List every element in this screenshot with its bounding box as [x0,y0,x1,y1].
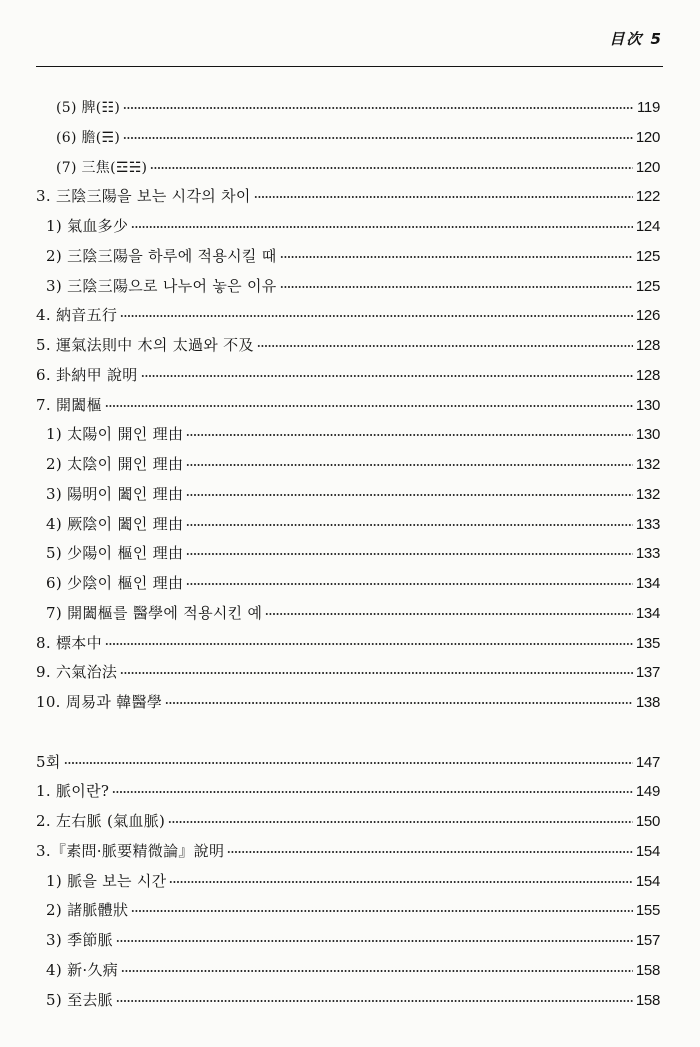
toc-entry-title: 4) 厥陰이 闔인 理由 [46,514,184,533]
toc-entry-title: 2) 諸脈體狀 [46,901,129,920]
toc-entry[interactable] [36,837,660,867]
toc-entry[interactable] [36,569,660,599]
dot-leader [123,107,634,109]
dot-leader [131,226,633,228]
toc-entry-title: 3. 三陰三陽을 보는 시각의 차이 [36,187,251,206]
dot-leader [123,137,633,139]
toc-entry[interactable] [36,450,660,480]
toc-entry[interactable] [36,242,660,272]
toc-page-number: 147 [635,753,660,771]
dot-leader [280,256,633,258]
toc-entry-title: 1) 太陽이 開인 理由 [46,425,184,444]
toc-entry[interactable] [36,658,660,688]
dot-leader [257,345,633,347]
toc-entry[interactable] [36,331,660,361]
toc-page-number: 126 [635,307,660,325]
running-header: 目次 5 [609,30,663,48]
toc-entry[interactable] [36,867,660,897]
dot-leader [150,167,633,169]
toc-page-number: 138 [635,694,660,711]
toc-entry-title: 5) 少陽이 樞인 理由 [46,544,184,563]
toc-entry-title: 3.『素問·脈要精微論』說明 [36,841,225,860]
dot-leader [121,970,633,972]
toc-entry-title: 5회 [36,752,61,771]
toc-page-number: 124 [635,218,660,235]
dot-leader [186,434,633,436]
toc-page-number: 122 [635,188,660,206]
dot-leader [165,702,633,704]
toc-entry-title: (6) 膽(☴) [56,129,121,146]
dot-leader [186,464,633,466]
section-gap [36,718,660,748]
toc-entry[interactable] [36,539,660,569]
dot-leader [64,762,633,764]
toc-page-number: 134 [635,604,660,622]
toc-page-number: 158 [635,961,660,979]
dot-leader [186,553,633,555]
toc-page-number: 119 [636,99,660,116]
toc-entry[interactable] [36,93,660,123]
toc-entry-title: 3) 三陰三陽으로 나누어 놓은 이유 [46,276,277,295]
toc-entry-title: 1) 脈을 보는 시간 [46,871,167,890]
dot-leader [116,1000,633,1002]
toc-page-number: 130 [635,396,660,414]
toc-entry[interactable] [36,272,660,302]
dot-leader [120,672,633,674]
toc-page-number: 155 [635,902,660,920]
toc-entry-title: 3) 季節脈 [46,931,113,949]
toc-entry[interactable] [36,748,660,778]
toc-entry[interactable] [36,301,660,331]
toc-page-number: 135 [635,634,660,652]
toc-entry-title: (5) 脾(☷) [56,100,121,116]
toc-page-number: 133 [635,545,660,563]
toc-entry[interactable] [36,986,660,1016]
dot-leader [168,821,633,823]
header-rule [36,66,663,67]
toc-entry[interactable] [36,182,660,212]
toc-entry[interactable] [36,956,660,986]
toc-entry-title: 9. 六氣治法 [36,663,118,682]
toc-page-number: 132 [635,456,660,473]
toc-entry[interactable] [36,420,660,450]
dot-leader [186,524,633,526]
toc-entry-title: 6. 卦納甲 說明 [36,365,138,384]
toc-page-number: 125 [635,277,660,295]
toc-entry-title: 7) 開闔樞를 醫學에 적용시킨 예 [46,603,263,622]
toc-entry[interactable] [36,510,660,540]
toc-entry-title: 1) 氣血多少 [46,217,129,235]
toc-entry-title: 2) 三陰三陽을 하루에 적용시킬 때 [46,246,277,265]
toc-page-number: 150 [635,813,660,830]
toc-page-number: 130 [635,426,660,444]
toc-page-number: 149 [635,783,660,801]
toc-entry-title: (7) 三焦(☲☵) [56,159,148,176]
toc-entry[interactable] [36,212,660,242]
toc-entry-title: 6) 少陰이 樞인 理由 [46,574,184,592]
toc-entry-title: 8. 標本中 [36,633,102,652]
dot-leader [141,375,633,377]
dot-leader [227,851,633,853]
toc-entry-title: 5) 至去脈 [46,990,113,1009]
toc-entry[interactable] [36,629,660,659]
toc-entry-title: 4. 納音五行 [36,306,118,325]
toc-page-number: 132 [635,485,660,503]
dot-leader [105,405,633,407]
toc-page-number: 134 [635,575,660,592]
toc-page-number: 125 [635,247,660,265]
toc-page-number: 137 [635,664,660,682]
toc-entry[interactable] [36,807,660,837]
dot-leader [131,910,633,912]
toc-entry-title: 2) 太陰이 開인 理由 [46,455,184,473]
toc-entry[interactable] [36,599,660,629]
toc-page-number: 133 [635,515,660,533]
dot-leader [112,791,633,793]
toc-page-number: 128 [635,366,660,384]
dot-leader [105,643,633,645]
dot-leader [280,286,633,288]
toc-entry-title: 7. 開闔樞 [36,395,102,414]
toc-entry-title: 5. 運氣法則中 木의 太過와 不及 [36,336,254,354]
dot-leader [254,196,633,198]
toc-entry[interactable] [36,123,660,153]
toc-entry[interactable] [36,480,660,510]
toc-page-number: 120 [635,158,660,176]
dot-leader [120,315,633,317]
toc-entry[interactable] [36,153,660,183]
toc-entry-title: 2. 左右脈 (氣血脈) [36,812,166,830]
toc-entry[interactable] [36,777,660,807]
dot-leader [116,940,633,942]
dot-leader [186,583,633,585]
toc-entry[interactable] [36,391,660,421]
toc-entry-title: 10. 周易과 韓醫學 [36,693,163,711]
toc-entry-title: 3) 陽明이 闔인 理由 [46,484,184,503]
toc-entry[interactable] [36,926,660,956]
toc-entry-title: 4) 新·久病 [46,960,119,979]
dot-leader [186,494,633,496]
toc-entry[interactable] [36,361,660,391]
toc-page-number: 154 [635,842,660,860]
toc-entry-title: 1. 脈이란? [36,782,110,801]
table-of-contents [36,93,660,1015]
dot-leader [265,613,633,615]
toc-entry[interactable] [36,896,660,926]
toc-page-number: 120 [635,128,660,146]
dot-leader [169,881,632,883]
toc-page-number: 158 [635,991,660,1009]
toc-entry[interactable] [36,688,660,718]
toc-page-number: 157 [635,932,660,949]
toc-page-number: 154 [635,872,660,890]
toc-page-number: 128 [635,337,660,354]
